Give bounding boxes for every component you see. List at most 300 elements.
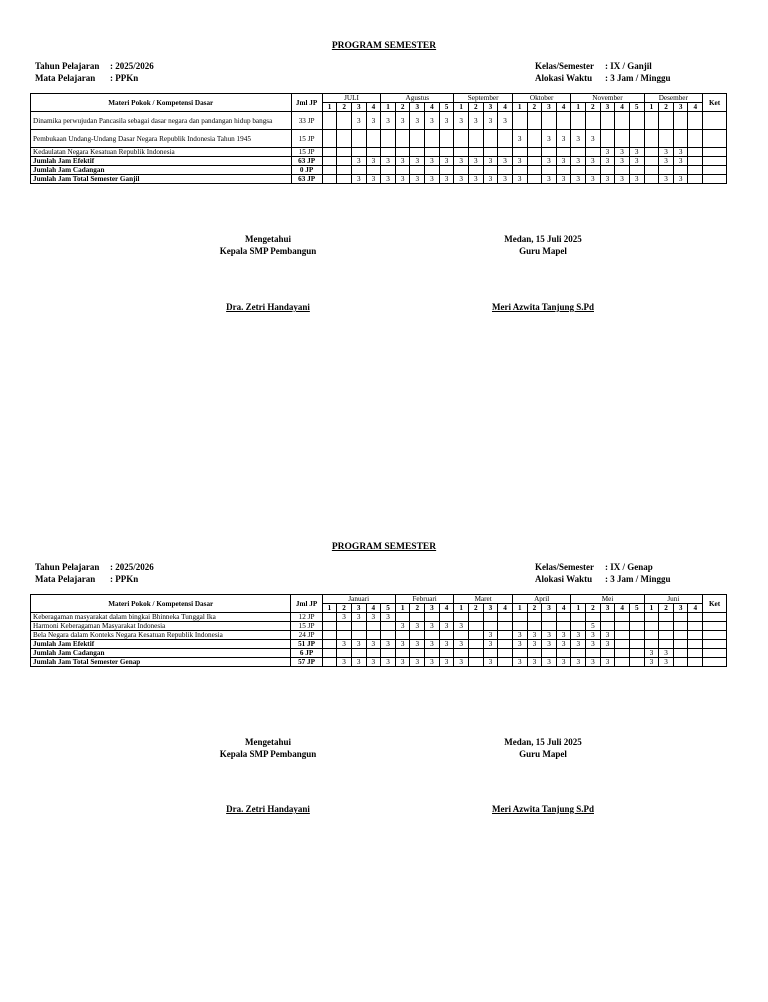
week-cell: 3 bbox=[395, 622, 410, 631]
week-cell: 3 bbox=[395, 658, 410, 667]
week-header: 1 bbox=[571, 103, 586, 112]
week-cell: 3 bbox=[512, 175, 527, 184]
week-cell bbox=[600, 613, 615, 622]
week-header: 1 bbox=[644, 604, 659, 613]
week-header: 2 bbox=[659, 604, 674, 613]
week-cell bbox=[629, 112, 644, 130]
week-cell bbox=[498, 658, 513, 667]
week-cell bbox=[556, 622, 571, 631]
week-cell bbox=[439, 148, 454, 157]
week-cell bbox=[688, 622, 703, 631]
week-cell: 3 bbox=[542, 175, 557, 184]
week-header: 1 bbox=[571, 604, 586, 613]
week-cell: 3 bbox=[571, 631, 586, 640]
week-header: 2 bbox=[659, 103, 674, 112]
week-cell bbox=[615, 631, 630, 640]
guru-mapel-title: Guru Mapel bbox=[519, 748, 567, 759]
week-cell bbox=[483, 622, 498, 631]
week-cell: 3 bbox=[425, 157, 440, 166]
week-cell: 3 bbox=[571, 658, 586, 667]
week-cell: 3 bbox=[512, 640, 527, 649]
week-cell bbox=[498, 640, 513, 649]
week-cell bbox=[454, 649, 469, 658]
week-cell bbox=[351, 166, 366, 175]
week-cell bbox=[351, 148, 366, 157]
week-cell bbox=[395, 148, 410, 157]
week-cell: 3 bbox=[483, 157, 498, 166]
week-cell bbox=[322, 157, 337, 166]
week-cell bbox=[615, 166, 630, 175]
mapel-label: Mata Pelajaran bbox=[35, 573, 96, 584]
week-cell bbox=[322, 112, 337, 130]
mapel-value: : PPKn bbox=[110, 573, 139, 584]
week-cell: 3 bbox=[542, 130, 557, 148]
month-header: JULI bbox=[322, 94, 381, 103]
week-cell bbox=[556, 112, 571, 130]
date-place-text: Medan, 15 Juli 2025 bbox=[504, 737, 582, 747]
week-cell bbox=[586, 148, 601, 157]
week-cell: 3 bbox=[469, 175, 484, 184]
week-cell bbox=[498, 649, 513, 658]
week-cell: 3 bbox=[571, 130, 586, 148]
week-cell: 3 bbox=[527, 640, 542, 649]
week-cell bbox=[469, 130, 484, 148]
jp-cell: 33 JP bbox=[291, 112, 322, 130]
week-cell bbox=[629, 658, 644, 667]
week-cell bbox=[688, 631, 703, 640]
week-cell: 3 bbox=[483, 631, 498, 640]
week-cell: 3 bbox=[659, 157, 674, 166]
week-cell: 3 bbox=[410, 112, 425, 130]
alokasi-value: : 3 Jam / Minggu bbox=[605, 573, 671, 584]
week-cell bbox=[381, 631, 396, 640]
week-cell bbox=[571, 166, 586, 175]
month-header: Mei bbox=[571, 595, 644, 604]
week-cell: 3 bbox=[337, 613, 352, 622]
week-cell bbox=[512, 649, 527, 658]
week-header: 2 bbox=[395, 103, 410, 112]
week-header: 3 bbox=[483, 604, 498, 613]
week-cell: 3 bbox=[425, 640, 440, 649]
mapel-label: Mata Pelajaran bbox=[35, 72, 96, 83]
week-cell bbox=[644, 631, 659, 640]
week-cell bbox=[322, 658, 337, 667]
materi-cell: Bela Negara dalam Konteks Negara Kesatuan Republik Indonesia bbox=[31, 631, 291, 640]
tahun-label: Tahun Pelajaran bbox=[35, 61, 100, 71]
week-cell bbox=[439, 130, 454, 148]
guru-mapel-title: Guru Mapel bbox=[519, 245, 567, 256]
week-header: 4 bbox=[425, 103, 440, 112]
week-cell bbox=[498, 631, 513, 640]
week-cell: 3 bbox=[512, 658, 527, 667]
week-cell bbox=[586, 166, 601, 175]
week-cell: 3 bbox=[337, 658, 352, 667]
week-cell: 3 bbox=[351, 613, 366, 622]
week-cell: 3 bbox=[659, 649, 674, 658]
week-cell: 3 bbox=[556, 631, 571, 640]
week-cell: 3 bbox=[644, 658, 659, 667]
header-row-months bbox=[31, 595, 727, 604]
week-cell: 3 bbox=[469, 112, 484, 130]
signature-left-name bbox=[168, 302, 368, 314]
week-cell bbox=[600, 112, 615, 130]
week-cell: 3 bbox=[629, 175, 644, 184]
week-cell bbox=[673, 112, 688, 130]
jp-cell: 15 JP bbox=[291, 130, 322, 148]
week-cell bbox=[527, 157, 542, 166]
week-cell bbox=[322, 166, 337, 175]
jml-jp-header: Jml JP bbox=[291, 94, 322, 112]
week-cell bbox=[600, 622, 615, 631]
week-cell bbox=[512, 622, 527, 631]
week-cell bbox=[322, 640, 337, 649]
kelas-label: Kelas/Semester bbox=[535, 562, 594, 572]
week-cell: 3 bbox=[600, 157, 615, 166]
materi-cell: Jumlah Jam Efektif bbox=[31, 640, 291, 649]
week-cell bbox=[439, 613, 454, 622]
week-header: 4 bbox=[439, 604, 454, 613]
week-cell bbox=[322, 148, 337, 157]
week-cell bbox=[688, 130, 703, 148]
week-cell: 3 bbox=[586, 175, 601, 184]
week-cell: 3 bbox=[659, 175, 674, 184]
week-header: 5 bbox=[629, 604, 644, 613]
signature-right bbox=[443, 234, 643, 257]
week-cell bbox=[527, 130, 542, 148]
week-cell: 3 bbox=[586, 640, 601, 649]
month-header: November bbox=[571, 94, 644, 103]
week-cell: 3 bbox=[454, 175, 469, 184]
jp-cell: 6 JP bbox=[291, 649, 322, 658]
week-cell bbox=[644, 175, 659, 184]
week-cell bbox=[366, 130, 381, 148]
week-cell: 3 bbox=[381, 175, 396, 184]
week-cell bbox=[410, 649, 425, 658]
month-header: September bbox=[454, 94, 513, 103]
program-table-genap bbox=[30, 594, 727, 667]
week-cell: 3 bbox=[395, 640, 410, 649]
week-cell bbox=[542, 148, 557, 157]
table-row bbox=[31, 658, 727, 667]
week-cell bbox=[366, 148, 381, 157]
week-cell bbox=[483, 613, 498, 622]
week-cell bbox=[600, 166, 615, 175]
week-cell: 3 bbox=[673, 175, 688, 184]
week-header: 1 bbox=[322, 604, 337, 613]
week-cell bbox=[469, 613, 484, 622]
week-cell bbox=[688, 166, 703, 175]
week-cell: 3 bbox=[629, 157, 644, 166]
week-cell bbox=[381, 622, 396, 631]
week-header: 1 bbox=[381, 103, 396, 112]
signature-left bbox=[168, 737, 368, 760]
month-header: Juni bbox=[644, 595, 703, 604]
week-cell: 3 bbox=[366, 175, 381, 184]
week-cell bbox=[527, 613, 542, 622]
week-cell bbox=[644, 640, 659, 649]
week-cell bbox=[571, 112, 586, 130]
week-cell bbox=[454, 631, 469, 640]
week-cell bbox=[469, 658, 484, 667]
week-cell: 3 bbox=[556, 640, 571, 649]
jp-cell: 63 JP bbox=[291, 175, 322, 184]
week-cell: 3 bbox=[425, 658, 440, 667]
materi-header: Materi Pokok / Kompetensi Dasar bbox=[31, 94, 292, 112]
week-cell: 3 bbox=[425, 622, 440, 631]
signature-right-name bbox=[443, 804, 643, 816]
week-header: 3 bbox=[673, 103, 688, 112]
program-table-ganjil bbox=[30, 93, 727, 184]
week-cell: 3 bbox=[395, 112, 410, 130]
week-cell: 3 bbox=[659, 658, 674, 667]
week-cell bbox=[337, 175, 352, 184]
week-cell bbox=[410, 148, 425, 157]
week-cell: 3 bbox=[351, 658, 366, 667]
week-cell: 3 bbox=[381, 640, 396, 649]
week-header: 4 bbox=[498, 604, 513, 613]
month-header: Agustus bbox=[381, 94, 454, 103]
week-cell bbox=[556, 148, 571, 157]
week-cell: 3 bbox=[483, 640, 498, 649]
mapel-value: : PPKn bbox=[110, 72, 139, 83]
week-cell bbox=[395, 166, 410, 175]
week-cell: 3 bbox=[542, 658, 557, 667]
week-cell bbox=[659, 166, 674, 175]
tahun-value: : 2025/2026 bbox=[110, 61, 154, 71]
week-cell bbox=[322, 130, 337, 148]
week-cell bbox=[483, 649, 498, 658]
week-cell bbox=[439, 631, 454, 640]
week-cell: 3 bbox=[366, 613, 381, 622]
week-cell: 3 bbox=[556, 130, 571, 148]
signature-left bbox=[168, 234, 368, 257]
week-cell bbox=[688, 640, 703, 649]
week-header: 5 bbox=[439, 103, 454, 112]
week-cell: 3 bbox=[629, 148, 644, 157]
info-left bbox=[35, 562, 154, 585]
week-cell bbox=[629, 649, 644, 658]
week-cell bbox=[425, 166, 440, 175]
week-header: 4 bbox=[556, 103, 571, 112]
week-header: 1 bbox=[512, 103, 527, 112]
alokasi-value: : 3 Jam / Minggu bbox=[605, 72, 671, 83]
week-cell bbox=[512, 613, 527, 622]
week-cell bbox=[615, 649, 630, 658]
week-header: 2 bbox=[469, 103, 484, 112]
week-cell bbox=[644, 112, 659, 130]
kepala-sekolah-title: Kepala SMP Pembangun bbox=[219, 245, 317, 256]
week-header: 2 bbox=[337, 604, 352, 613]
materi-cell: Keberagaman masyarakat dalam bingkai Bhinneka Tunggal Ika bbox=[31, 613, 291, 622]
week-cell: 3 bbox=[527, 658, 542, 667]
week-cell: 3 bbox=[351, 175, 366, 184]
week-cell: 3 bbox=[410, 175, 425, 184]
week-cell: 3 bbox=[512, 130, 527, 148]
week-cell bbox=[425, 649, 440, 658]
week-cell bbox=[381, 649, 396, 658]
week-cell bbox=[586, 649, 601, 658]
week-cell: 3 bbox=[615, 175, 630, 184]
week-cell bbox=[337, 130, 352, 148]
week-cell bbox=[351, 130, 366, 148]
week-cell bbox=[381, 166, 396, 175]
month-header: Februari bbox=[395, 595, 454, 604]
kelas-label: Kelas/Semester bbox=[535, 61, 594, 71]
week-cell: 3 bbox=[498, 157, 513, 166]
mengetahui-text: Mengetahui bbox=[245, 234, 291, 244]
table-row bbox=[31, 175, 727, 184]
week-cell bbox=[337, 112, 352, 130]
week-cell: 3 bbox=[381, 112, 396, 130]
week-cell bbox=[483, 166, 498, 175]
week-header: 3 bbox=[483, 103, 498, 112]
week-cell bbox=[366, 166, 381, 175]
jp-cell: 63 JP bbox=[291, 157, 322, 166]
page-title: PROGRAM SEMESTER bbox=[331, 542, 437, 552]
week-cell: 3 bbox=[600, 658, 615, 667]
week-cell bbox=[322, 622, 337, 631]
mengetahui-text: Mengetahui bbox=[245, 737, 291, 747]
table-row bbox=[31, 631, 727, 640]
week-cell bbox=[571, 613, 586, 622]
week-cell bbox=[629, 631, 644, 640]
week-cell bbox=[395, 613, 410, 622]
materi-cell: Pembukaan Undang-Undang Dasar Negara Republik Indonesia Tahun 1945 bbox=[31, 130, 292, 148]
materi-cell: Dinamika perwujudan Pancasila sebagai dasar negara dan pandangan hidup bangsa bbox=[31, 112, 292, 130]
week-cell: 3 bbox=[586, 658, 601, 667]
materi-cell: Harmoni Keberagaman Masyarakat Indonesia bbox=[31, 622, 291, 631]
table-row bbox=[31, 148, 727, 157]
week-cell bbox=[659, 622, 674, 631]
week-cell bbox=[688, 112, 703, 130]
week-cell: 3 bbox=[439, 157, 454, 166]
ket-cell bbox=[703, 631, 727, 640]
week-cell bbox=[542, 166, 557, 175]
info-right bbox=[535, 61, 671, 84]
week-cell bbox=[351, 622, 366, 631]
jp-cell: 15 JP bbox=[291, 622, 322, 631]
week-cell bbox=[454, 148, 469, 157]
month-header: Oktober bbox=[512, 94, 571, 103]
week-cell bbox=[673, 658, 688, 667]
jml-jp-header: Jml JP bbox=[291, 595, 322, 613]
page-title: PROGRAM SEMESTER bbox=[331, 41, 437, 51]
table-row bbox=[31, 640, 727, 649]
week-cell bbox=[659, 112, 674, 130]
week-cell bbox=[366, 649, 381, 658]
kepala-sekolah-title: Kepala SMP Pembangun bbox=[219, 748, 317, 759]
week-cell bbox=[425, 148, 440, 157]
week-cell bbox=[337, 631, 352, 640]
week-cell: 3 bbox=[483, 658, 498, 667]
week-header: 3 bbox=[351, 604, 366, 613]
week-cell bbox=[586, 112, 601, 130]
week-cell bbox=[644, 166, 659, 175]
week-cell bbox=[673, 166, 688, 175]
week-cell bbox=[556, 613, 571, 622]
week-cell bbox=[381, 148, 396, 157]
week-cell: 3 bbox=[410, 640, 425, 649]
week-cell bbox=[615, 613, 630, 622]
week-cell bbox=[395, 631, 410, 640]
kelas-value: : IX / Ganjil bbox=[605, 61, 652, 71]
week-cell bbox=[498, 622, 513, 631]
week-header: 3 bbox=[600, 103, 615, 112]
week-cell: 3 bbox=[586, 130, 601, 148]
week-cell: 3 bbox=[600, 148, 615, 157]
materi-cell: Jumlah Jam Total Semester Genap bbox=[31, 658, 291, 667]
week-cell bbox=[425, 613, 440, 622]
week-cell bbox=[673, 613, 688, 622]
kepala-sekolah-name: Dra. Zetri Handayani bbox=[226, 804, 310, 814]
week-cell bbox=[542, 622, 557, 631]
week-cell: 3 bbox=[454, 622, 469, 631]
materi-cell: Kedaulatan Negara Kesatuan Republik Indonesia bbox=[31, 148, 292, 157]
week-cell bbox=[527, 112, 542, 130]
week-cell: 3 bbox=[454, 640, 469, 649]
signature-right-name bbox=[443, 302, 643, 314]
week-cell bbox=[454, 130, 469, 148]
week-cell bbox=[688, 649, 703, 658]
week-cell: 3 bbox=[556, 658, 571, 667]
materi-cell: Jumlah Jam Cadangan bbox=[31, 649, 291, 658]
week-cell bbox=[527, 148, 542, 157]
week-header: 2 bbox=[586, 604, 601, 613]
week-cell bbox=[542, 112, 557, 130]
week-cell bbox=[688, 658, 703, 667]
week-cell bbox=[556, 649, 571, 658]
week-cell: 3 bbox=[498, 112, 513, 130]
kelas-value: : IX / Genap bbox=[605, 562, 653, 572]
week-header: 3 bbox=[673, 604, 688, 613]
week-cell bbox=[659, 613, 674, 622]
week-cell bbox=[498, 166, 513, 175]
week-cell: 5 bbox=[586, 622, 601, 631]
week-cell bbox=[615, 658, 630, 667]
week-cell bbox=[688, 157, 703, 166]
week-cell: 3 bbox=[366, 157, 381, 166]
week-cell bbox=[366, 631, 381, 640]
week-cell bbox=[615, 640, 630, 649]
week-cell: 3 bbox=[439, 175, 454, 184]
week-cell bbox=[673, 130, 688, 148]
week-cell bbox=[644, 148, 659, 157]
week-header: 3 bbox=[351, 103, 366, 112]
ket-cell bbox=[703, 175, 727, 184]
ket-cell bbox=[703, 658, 727, 667]
week-cell bbox=[469, 148, 484, 157]
week-cell bbox=[410, 166, 425, 175]
week-cell: 3 bbox=[454, 112, 469, 130]
week-cell bbox=[395, 130, 410, 148]
guru-mapel-name: Meri Azwita Tanjung S.Pd bbox=[491, 804, 594, 814]
week-cell bbox=[469, 622, 484, 631]
week-cell: 3 bbox=[351, 112, 366, 130]
week-cell bbox=[688, 148, 703, 157]
week-header: 2 bbox=[527, 604, 542, 613]
week-cell: 3 bbox=[600, 175, 615, 184]
week-cell bbox=[527, 622, 542, 631]
jp-cell: 51 JP bbox=[291, 640, 322, 649]
week-header: 3 bbox=[425, 604, 440, 613]
week-cell bbox=[395, 649, 410, 658]
alokasi-label: Alokasi Waktu bbox=[535, 72, 593, 83]
week-cell: 3 bbox=[395, 157, 410, 166]
week-cell bbox=[498, 613, 513, 622]
week-header: 4 bbox=[615, 604, 630, 613]
week-cell: 3 bbox=[483, 112, 498, 130]
week-cell bbox=[659, 130, 674, 148]
